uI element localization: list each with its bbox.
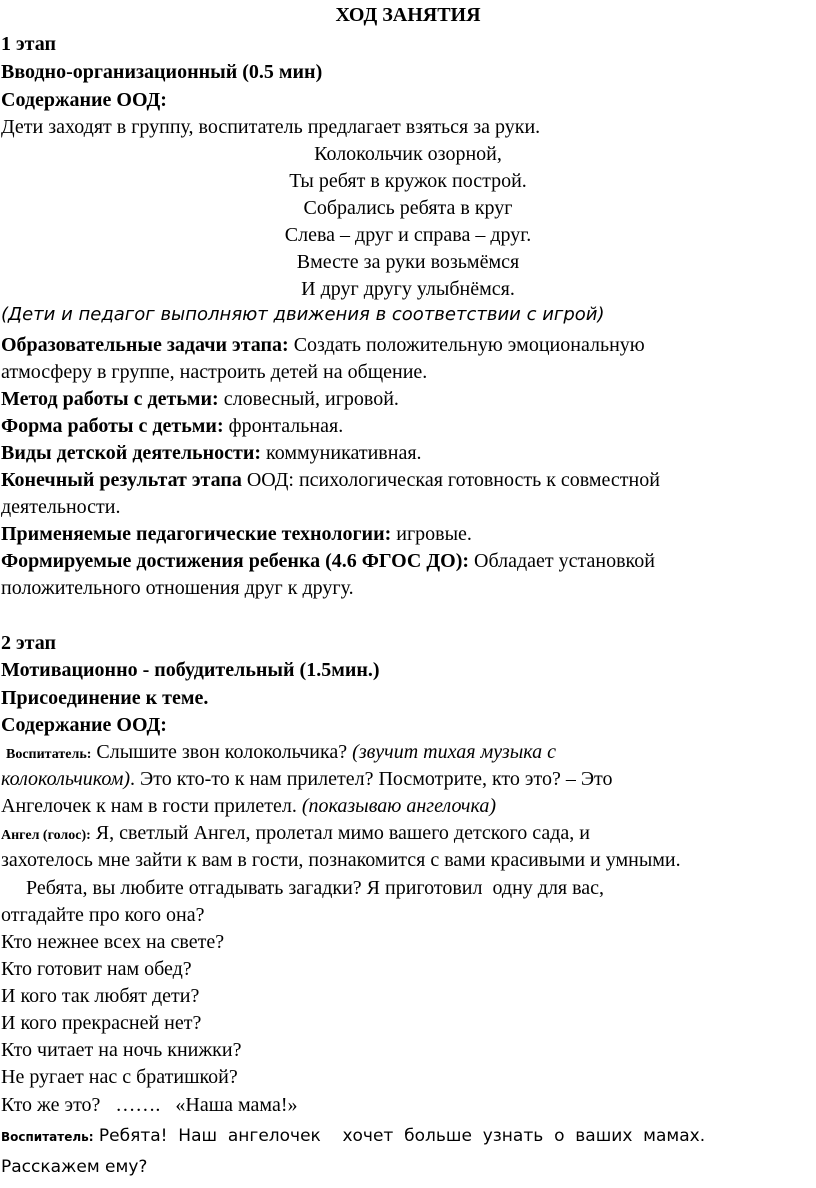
achieve-text-continued: положительного отношения друг к другу. [1, 577, 354, 599]
riddle-line: И кого так любят дети? [1, 985, 200, 1007]
teacher-text-continued: . Это кто-то к нам прилетел? Посмотрите, кто это? – Это [130, 768, 613, 790]
poem-line: Слева – друг и справа – друг. [284, 224, 532, 246]
teacher-remark-continued: колокольчиком) [1, 768, 131, 790]
poem-line: Ты ребят в кружок построй. [289, 170, 527, 192]
teacher-label: Воспитатель: [6, 747, 92, 762]
stage1-intro: Дети заходят в группу, воспитатель предлагает взяться за руки. [1, 116, 541, 138]
tech-label: Применяемые педагогические технологии: [1, 523, 392, 545]
tasks-line [1, 332, 645, 358]
achieve-text: Обладает установкой [469, 550, 655, 572]
riddle-line: Кто читает на ночь книжки? [1, 1039, 242, 1061]
result-text-continued: деятельности. [1, 496, 121, 518]
activity-text: коммуникативная. [261, 442, 422, 464]
angel-line [1, 820, 590, 849]
riddle-answer: Кто же это? ……. «Наша мама!» [1, 1094, 298, 1116]
tasks-text: Создать положительную эмоциональную [288, 334, 645, 356]
method-text: словесный, игровой. [218, 388, 399, 410]
page-title: ХОД ЗАНЯТИЯ [335, 4, 481, 26]
tech-line [1, 521, 472, 547]
result-line [1, 467, 660, 493]
poem-line: Собрались ребята в круг [303, 197, 513, 219]
form-text: фронтальная. [223, 415, 344, 437]
final-line [1, 1123, 705, 1150]
tech-text: игровые. [391, 523, 472, 545]
teacher-remark-angel: (показываю ангелочка) [301, 795, 496, 817]
teacher-line [1, 739, 556, 768]
teacher-remark: (звучит тихая музыка с [352, 741, 556, 763]
method-label: Метод работы с детьми: [1, 388, 219, 410]
angel-label: Ангел (голос): [1, 828, 91, 843]
angel-text: Я, светлый Ангел, пролетал мимо вашего детского сада, и [90, 822, 590, 844]
teacher-line-3 [1, 793, 496, 819]
poem-line: И друг другу улыбнёмся. [301, 278, 515, 300]
result-label: Конечный результат этапа [1, 469, 242, 491]
result-text: ООД: психологическая готовность к совместной [241, 469, 660, 491]
stage1-name: Вводно-организационный (0.5 мин) [1, 61, 323, 83]
activity-label: Виды детской деятельности: [1, 442, 262, 464]
stage1-note: (Дети и педагог выполняют движения в соответствии с игрой) [1, 304, 605, 325]
angel-text-4: отгадайте про кого она? [1, 904, 205, 926]
final-text: Ребята! Наш ангелочек хочет больше узнать о ваших мамах. [93, 1126, 706, 1146]
teacher-line-2 [1, 766, 613, 792]
teacher-text: Слышите звон колокольчика? [91, 741, 353, 763]
achieve-line [1, 548, 655, 574]
stage1-content-label: Содержание ООД: [1, 89, 167, 111]
riddle-line: Не ругает нас с братишкой? [1, 1066, 238, 1088]
angel-text-2: захотелось мне зайти к вам в гости, познакомится с вами красивыми и умными. [1, 849, 681, 871]
teacher-text-angel: Ангелочек к нам в гости прилетел. [1, 795, 302, 817]
angel-text-3: Ребята, вы любите отгадывать загадки? Я приготовил одну для вас, [1, 877, 605, 899]
riddle-line: И кого прекрасней нет? [1, 1012, 202, 1034]
riddle-line: Кто готовит нам обед? [1, 958, 192, 980]
method-line [1, 386, 399, 412]
poem-line: Колокольчик озорной, [314, 143, 502, 165]
poem-line: Вместе за руки возьмёмся [296, 251, 520, 273]
activity-line [1, 440, 422, 466]
form-line [1, 413, 343, 439]
achieve-label: Формируемые достижения ребенка (4.6 ФГОС ДО): [1, 550, 470, 572]
stage2-heading: 2 этап [1, 632, 56, 654]
tasks-text-continued: атмосферу в группе, настроить детей на общение. [1, 361, 428, 383]
form-label: Форма работы с детьми: [1, 415, 224, 437]
stage2-content-label: Содержание ООД: [1, 714, 167, 736]
tasks-label: Образовательные задачи этапа: [1, 334, 289, 356]
stage1-heading: 1 этап [1, 33, 56, 55]
riddle-line: Кто нежнее всех на свете? [1, 931, 225, 953]
stage2-name: Мотивационно - побудительный (1.5мин.) [1, 659, 380, 681]
stage2-subtitle: Присоединение к теме. [1, 687, 209, 709]
final-label: Воспитатель: [1, 1130, 94, 1144]
final-text-continued: Расскажем ему? [1, 1157, 148, 1177]
